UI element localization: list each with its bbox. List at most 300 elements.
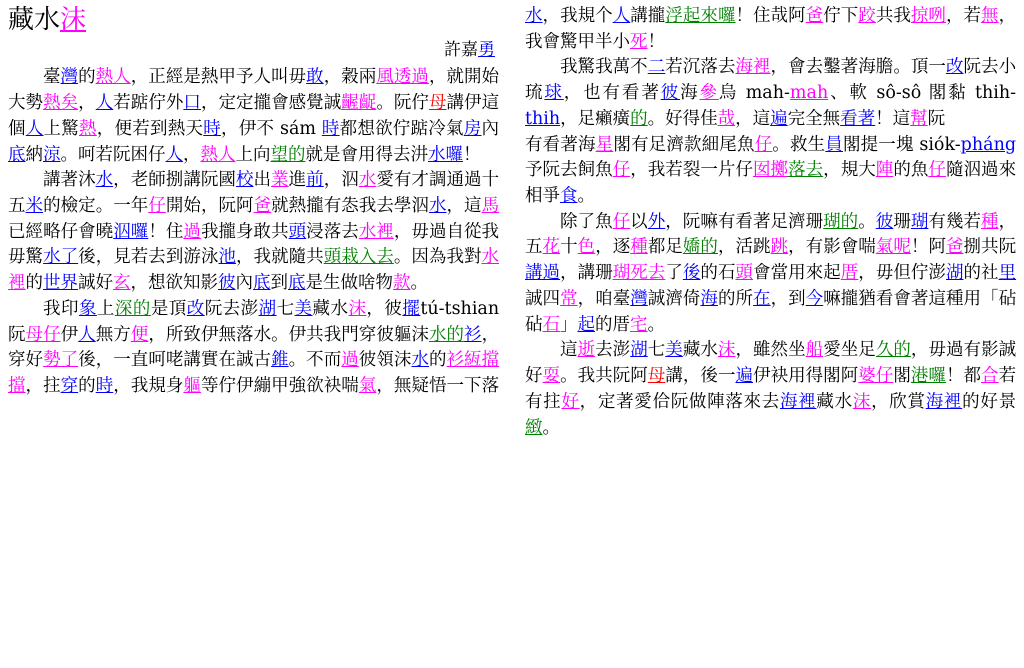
text-run: 。救生 bbox=[772, 134, 826, 155]
text-run: 是生做啥物 bbox=[305, 273, 393, 294]
annotated-token: 敢 bbox=[306, 67, 324, 88]
annotated-token: 瑚死去 bbox=[612, 263, 666, 284]
annotated-token: 風透過 bbox=[376, 67, 429, 88]
text-run: 佇下 bbox=[823, 6, 859, 26]
annotated-token: 花 bbox=[542, 237, 561, 258]
annotated-token: 底 bbox=[288, 273, 306, 294]
text-run: 軀沫 bbox=[393, 324, 429, 345]
text-run: 烏 mah- bbox=[718, 83, 790, 104]
annotated-token: 過 bbox=[341, 350, 359, 371]
annotated-token: 嬌的 bbox=[682, 237, 718, 258]
annotated-token: 湖 bbox=[945, 263, 964, 284]
annotated-token: 厝 bbox=[840, 263, 859, 284]
text-run: ，也有看著 bbox=[563, 83, 661, 104]
text-run: 內 bbox=[235, 273, 253, 294]
annotated-token: 婆仔 bbox=[858, 366, 894, 387]
annotated-token: 食 bbox=[560, 186, 578, 207]
annotated-token: mah bbox=[789, 83, 829, 104]
text-run: 上 bbox=[96, 298, 115, 319]
annotated-token: 水的 bbox=[428, 324, 465, 345]
text-run: ，我就隨共 bbox=[236, 247, 324, 268]
text-run: 。 bbox=[542, 417, 560, 438]
annotated-token: 的 bbox=[630, 108, 648, 129]
text-run: 的厝 bbox=[595, 314, 630, 335]
paragraph bbox=[8, 168, 499, 297]
text-run: 共我 bbox=[875, 6, 911, 26]
text-run: ，活跳 bbox=[717, 237, 771, 258]
annotated-token: 海裡 bbox=[925, 391, 963, 412]
annotated-token: 母 bbox=[428, 93, 447, 114]
annotated-token: 仔 bbox=[612, 160, 631, 181]
annotated-token: 仔 bbox=[928, 160, 946, 181]
annotated-token: 勢了 bbox=[43, 350, 79, 371]
annotated-token: 業 bbox=[271, 170, 289, 191]
annotated-token: 泅囉 bbox=[113, 221, 149, 242]
annotated-token: 灣 bbox=[630, 288, 648, 309]
annotated-token: 水裡 bbox=[358, 221, 394, 242]
paragraph bbox=[525, 55, 1016, 132]
annotated-token: 遍 bbox=[770, 108, 788, 129]
annotated-token: 美 bbox=[294, 298, 313, 319]
text-run: 。 bbox=[858, 211, 876, 232]
text-run: ， bbox=[78, 93, 96, 114]
annotated-token: pháng bbox=[960, 134, 1017, 155]
annotated-token: 常 bbox=[560, 288, 578, 309]
text-run: 的社 bbox=[963, 263, 999, 284]
text-run: 有看著海 bbox=[525, 134, 596, 155]
page-title bbox=[8, 4, 499, 37]
text-run: 臺 bbox=[43, 67, 61, 88]
text-run: ！ bbox=[463, 144, 481, 165]
annotated-token: 沫 bbox=[852, 391, 872, 412]
annotated-token: 囡擲 bbox=[753, 160, 789, 181]
text-run: ，我若裂一片仔 bbox=[630, 160, 753, 181]
annotated-token: 前 bbox=[306, 170, 324, 191]
annotated-token: 水 bbox=[358, 170, 377, 191]
annotated-token: 改 bbox=[945, 57, 964, 78]
text-run: 上驚 bbox=[43, 118, 79, 139]
text-run: ，穿好 bbox=[8, 324, 500, 371]
annotated-token: 軀 bbox=[183, 375, 201, 396]
text-run: ，正經是熱甲予人叫毋 bbox=[130, 67, 307, 88]
text-run: 予阮去飼魚 bbox=[525, 160, 613, 181]
text-run: 這 bbox=[560, 340, 578, 361]
annotated-token: 爸 bbox=[945, 237, 964, 258]
annotated-token: 合 bbox=[981, 366, 999, 387]
text-run: ，這 bbox=[446, 195, 482, 216]
annotated-token: 熱 bbox=[79, 118, 97, 139]
annotated-token: 氣呢 bbox=[875, 237, 911, 258]
text-run: ！阿 bbox=[910, 237, 946, 258]
text-run: 除了魚 bbox=[560, 211, 613, 232]
text-run: 的好景 bbox=[962, 391, 1017, 412]
annotated-token: 死 bbox=[630, 31, 648, 52]
text-run: ，穀兩 bbox=[323, 67, 377, 88]
annotated-token: 擺 bbox=[402, 298, 421, 319]
text-run: ，咱臺 bbox=[577, 288, 631, 309]
text-run: ，逐 bbox=[595, 237, 631, 258]
text-run: 伊 bbox=[60, 324, 79, 345]
annotated-token: 氣 bbox=[358, 375, 377, 396]
text-run: 會當用來起 bbox=[753, 263, 841, 284]
annotated-token: 頭 bbox=[288, 221, 307, 242]
text-run: ，我規身 bbox=[113, 375, 184, 396]
annotated-token: 彼 bbox=[660, 83, 681, 104]
annotated-token: 緻 bbox=[525, 417, 543, 438]
annotated-token: 熱人 bbox=[200, 144, 236, 165]
annotated-token: 無 bbox=[981, 6, 999, 26]
text-run: 已經略仔會曉 bbox=[8, 221, 114, 242]
annotated-token: 海 bbox=[700, 288, 718, 309]
annotated-token: 講過 bbox=[525, 263, 561, 284]
text-run: 。好得佳 bbox=[647, 108, 718, 129]
text-run: 浸落去 bbox=[306, 221, 359, 242]
annotated-token: 頭栽入去 bbox=[323, 247, 394, 268]
text-run: ！ bbox=[647, 31, 665, 52]
text-run: 誠濟倚 bbox=[647, 288, 701, 309]
text-run: 。 bbox=[410, 273, 428, 294]
annotated-token: 底 bbox=[8, 144, 26, 165]
annotated-token: 便 bbox=[130, 324, 149, 345]
text-run: ，毋但佇澎 bbox=[858, 263, 946, 284]
text-run: 納 bbox=[25, 144, 43, 165]
annotated-token: 深的 bbox=[114, 298, 151, 319]
author-name-head: 許嘉 bbox=[444, 40, 478, 61]
text-run: ，這 bbox=[735, 108, 771, 129]
text-run: 彼領沫 bbox=[358, 350, 412, 371]
annotated-token: 改 bbox=[186, 298, 205, 319]
text-run: ，欣賞 bbox=[871, 391, 926, 412]
paragraph bbox=[8, 65, 499, 168]
text-run: 講攏 bbox=[630, 6, 666, 26]
annotated-token: 水了 bbox=[43, 247, 79, 268]
annotated-token: 過 bbox=[183, 221, 201, 242]
text-run: 以 bbox=[630, 211, 648, 232]
annotated-token: 球 bbox=[544, 83, 564, 104]
text-run: ，會去鑿著海 bbox=[770, 57, 876, 78]
text-run: 講伊這個 bbox=[8, 93, 500, 139]
annotated-token: 湖 bbox=[258, 298, 277, 319]
text-run: 我印 bbox=[43, 298, 79, 319]
text-run: 藏水 bbox=[682, 340, 718, 361]
annotated-token: 遍 bbox=[735, 366, 754, 387]
annotated-token: 浮起來囉 bbox=[665, 6, 736, 26]
annotated-token: 米 bbox=[25, 195, 44, 216]
text-run: 。因為我對 bbox=[393, 247, 482, 268]
annotated-token: 瑚的 bbox=[823, 211, 859, 232]
annotated-token: 母仔 bbox=[25, 324, 61, 345]
text-run: 七 bbox=[647, 340, 666, 361]
annotated-token: 參 bbox=[699, 83, 719, 104]
annotated-token: 彼 bbox=[218, 273, 236, 294]
annotated-token: 人 bbox=[25, 118, 44, 139]
text-run: ，便若到熱天 bbox=[96, 118, 204, 139]
annotated-token: 美 bbox=[665, 340, 683, 361]
annotated-token: 爸 bbox=[253, 195, 272, 216]
text-run: 阮去澎 bbox=[204, 298, 259, 319]
annotated-token: 好 bbox=[561, 391, 580, 412]
annotated-token: 水 bbox=[411, 350, 429, 371]
text-run: 出 bbox=[253, 170, 272, 191]
text-run: 。 bbox=[647, 314, 665, 335]
annotated-token: 船 bbox=[805, 340, 824, 361]
text-run: 無方 bbox=[95, 324, 131, 345]
text-run: 。頂一 bbox=[893, 57, 946, 78]
text-run: 到 bbox=[270, 273, 288, 294]
text-run: ，足癩癀 bbox=[560, 108, 631, 129]
annotated-token: 人 bbox=[612, 6, 631, 26]
annotated-token: 時 bbox=[321, 118, 340, 139]
annotated-token: 耍 bbox=[542, 366, 561, 387]
annotated-token: 底 bbox=[253, 273, 271, 294]
text-run: 了 bbox=[665, 263, 683, 284]
annotated-token: 仔 bbox=[754, 134, 773, 155]
text-run: 。阮佇 bbox=[376, 93, 429, 114]
annotated-token: 水 bbox=[525, 6, 543, 26]
text-run: 閣提一塊 siók- bbox=[842, 134, 961, 155]
annotated-token: 象 bbox=[78, 298, 97, 319]
annotated-token: 口 bbox=[183, 93, 201, 114]
annotated-token: 港囉 bbox=[910, 366, 946, 387]
text-run: 捌共阮 bbox=[963, 237, 1017, 258]
annotated-token: 沫 bbox=[348, 298, 367, 319]
text-run: ，毋過自從我毋驚 bbox=[8, 221, 500, 268]
text-run: 誠好 bbox=[78, 273, 113, 294]
annotated-token: 人 bbox=[95, 93, 114, 114]
text-run: 阮去小琉 bbox=[525, 57, 1017, 104]
text-run: 。不而 bbox=[288, 350, 342, 371]
text-run: 海 bbox=[680, 83, 700, 104]
annotated-token: 灣 bbox=[60, 67, 79, 88]
text-run: 若有拄 bbox=[525, 366, 1017, 412]
text-run: ，拄 bbox=[25, 375, 61, 396]
text-run: 內 bbox=[481, 118, 500, 139]
text-run: ，無疑悟一下落 bbox=[376, 375, 500, 396]
annotated-token: 水 bbox=[95, 170, 114, 191]
annotated-token: 沫 bbox=[717, 340, 736, 361]
text-run: 。呵若阮困仔 bbox=[60, 144, 166, 165]
text-run: 就是會用得去汫 bbox=[305, 144, 428, 165]
annotated-token: 時 bbox=[203, 118, 221, 139]
text-run: 的 bbox=[78, 67, 96, 88]
text-run: 是頂 bbox=[150, 298, 187, 319]
annotated-token: 瑚 bbox=[910, 211, 929, 232]
text-run: ！這 bbox=[875, 108, 911, 129]
text-run: ！都 bbox=[945, 366, 982, 387]
text-run: 完全無 bbox=[787, 108, 841, 129]
text-run: 愛坐足 bbox=[823, 340, 876, 361]
annotated-token: 校 bbox=[235, 170, 254, 191]
text-run: 伊袂用得閣阿 bbox=[753, 366, 859, 387]
text-run: ，所致伊無落水。伊共我門穿彼 bbox=[148, 324, 394, 345]
text-run: 。我共阮阿 bbox=[560, 366, 648, 387]
annotated-token: 里 bbox=[998, 263, 1017, 284]
text-run: ，我會驚甲半小 bbox=[525, 6, 1017, 52]
annotated-token: 二 bbox=[647, 57, 666, 78]
two-column-body bbox=[8, 4, 1016, 664]
annotated-token: 久的 bbox=[875, 340, 911, 361]
text-run: 等佇伊繃甲強欲袂喘 bbox=[200, 375, 359, 396]
text-run: ，雖然坐 bbox=[735, 340, 806, 361]
annotated-token: 掠咧 bbox=[910, 6, 946, 26]
annotated-token: 星 bbox=[595, 134, 614, 155]
text-run: ，定定攏會感覺誠 bbox=[200, 93, 342, 114]
text-run: ，一直呵咾講實在誠古 bbox=[95, 350, 272, 371]
text-run: 愛有才調通過十五 bbox=[8, 170, 500, 216]
text-run: 開始，阮阿 bbox=[165, 195, 254, 216]
text-run: ，想欲知影 bbox=[130, 273, 218, 294]
annotated-token: 水 bbox=[428, 195, 447, 216]
author-name-tail: 勇 bbox=[478, 40, 495, 61]
text-run: 進 bbox=[288, 170, 307, 191]
annotated-token: 款 bbox=[393, 273, 411, 294]
text-run: 的魚 bbox=[893, 160, 929, 181]
annotated-token: 穿 bbox=[60, 375, 79, 396]
text-run: ，到 bbox=[770, 288, 806, 309]
annotated-token: 陣 bbox=[875, 160, 894, 181]
text-run: 的檢定。一年 bbox=[43, 195, 149, 216]
annotated-token: 跤 bbox=[858, 6, 876, 26]
text-run: ！住 bbox=[148, 221, 184, 242]
annotated-token: thih bbox=[525, 108, 561, 129]
annotated-token: 望的 bbox=[270, 144, 306, 165]
annotated-token: 幫 bbox=[910, 108, 928, 129]
title-tail: 沫 bbox=[60, 5, 87, 35]
text-run: 閣 bbox=[893, 366, 911, 387]
annotated-token: 水囉 bbox=[428, 144, 463, 165]
annotated-token: 錐 bbox=[271, 350, 289, 371]
text-run: ！住哉阿 bbox=[735, 6, 806, 26]
text-run: 嘛攏猶看會著這種用「砧砧 bbox=[525, 288, 1017, 335]
annotated-token: 哉 bbox=[717, 108, 736, 129]
annotated-token: 水裡 bbox=[8, 247, 500, 294]
text-run: 去澎 bbox=[595, 340, 631, 361]
annotated-token: 仔 bbox=[148, 195, 166, 216]
annotated-token: 齷齪 bbox=[341, 93, 377, 114]
annotated-token: 跳 bbox=[770, 237, 789, 258]
text-run: ，定著愛佮阮做陣落來去 bbox=[579, 391, 780, 412]
annotated-token: 世界 bbox=[43, 273, 78, 294]
annotated-token: 熱矣 bbox=[43, 93, 79, 114]
text-run: 都足 bbox=[647, 237, 683, 258]
text-run: 阮 bbox=[927, 108, 946, 129]
annotated-token: 馬 bbox=[481, 195, 500, 216]
text-run: ，彼 bbox=[366, 298, 403, 319]
text-run: ，有影會喘 bbox=[788, 237, 876, 258]
annotated-token: 時 bbox=[95, 375, 114, 396]
text-run: 有幾若 bbox=[928, 211, 982, 232]
text-run: tú-tshian 阮 bbox=[8, 298, 500, 345]
annotated-token: 色 bbox=[577, 237, 596, 258]
text-run: 後，見若去到游泳 bbox=[78, 247, 219, 268]
text-run: 的石 bbox=[700, 263, 736, 284]
annotated-token: 爸 bbox=[805, 6, 824, 26]
annotated-token: 看著 bbox=[840, 108, 876, 129]
text-run: 七 bbox=[276, 298, 295, 319]
text-run: ， bbox=[183, 144, 201, 165]
annotated-token: 種 bbox=[981, 211, 999, 232]
text-run: 的 bbox=[25, 273, 43, 294]
annotated-token: 湖 bbox=[630, 340, 648, 361]
annotated-token: 後 bbox=[682, 263, 701, 284]
annotated-token: 母 bbox=[647, 366, 666, 387]
text-run: 隨泅過來相爭 bbox=[525, 160, 1017, 207]
text-run: 講，後一 bbox=[665, 366, 736, 387]
annotated-token: 人 bbox=[165, 144, 183, 165]
text-run: 誠四 bbox=[525, 288, 561, 309]
annotated-token: 池 bbox=[218, 247, 236, 268]
text-run: ，規大 bbox=[823, 160, 876, 181]
author-byline bbox=[8, 39, 495, 61]
paragraph bbox=[525, 338, 1016, 441]
text-run: 就熱攏有怣我去學泅 bbox=[271, 195, 429, 216]
annotated-token: 海裡 bbox=[735, 57, 771, 78]
text-run: 的 bbox=[78, 375, 96, 396]
text-run: ，老師捌講阮國 bbox=[113, 170, 236, 191]
text-run: ，五 bbox=[525, 211, 1017, 258]
annotated-token: 涼 bbox=[43, 144, 61, 165]
text-run: 的 bbox=[428, 350, 447, 371]
text-run: ，就開始大勢 bbox=[8, 67, 500, 114]
annotated-token: 逝 bbox=[577, 340, 596, 361]
article-body bbox=[8, 4, 1016, 441]
text-run: 」 bbox=[560, 314, 578, 335]
annotated-token: 石 bbox=[542, 314, 560, 335]
annotated-token: 人 bbox=[78, 324, 96, 345]
annotated-token: 熱人 bbox=[95, 67, 131, 88]
text-run: ，毋過有影誠好 bbox=[525, 340, 1017, 387]
text-run: 都想欲佇踮冷氣 bbox=[339, 118, 464, 139]
text-run: 的所 bbox=[717, 288, 754, 309]
annotated-token: 宅 bbox=[630, 314, 648, 335]
text-run: 膽 bbox=[875, 57, 894, 78]
text-run: 珊 bbox=[893, 211, 911, 232]
text-run: ，講珊 bbox=[560, 263, 613, 284]
annotated-token: 起 bbox=[577, 314, 595, 335]
text-run: 十 bbox=[560, 237, 578, 258]
annotated-token: 頭 bbox=[735, 263, 754, 284]
annotated-token: 種 bbox=[630, 237, 648, 258]
text-run: ，若 bbox=[945, 6, 982, 26]
text-run: 。 bbox=[577, 186, 595, 207]
annotated-token: 外 bbox=[647, 211, 666, 232]
text-run: ，伊不 sám bbox=[220, 118, 322, 139]
paragraph bbox=[525, 133, 1016, 210]
annotated-token: 海裡 bbox=[779, 391, 817, 412]
text-run: ，泅 bbox=[323, 170, 359, 191]
text-run: 講著沐 bbox=[43, 170, 96, 191]
annotated-token: 玄 bbox=[113, 273, 131, 294]
text-run: 上向 bbox=[235, 144, 271, 165]
annotated-token: 在 bbox=[753, 288, 771, 309]
text-run: 若沉落去 bbox=[665, 57, 736, 78]
text-run: 閣有足濟款細尾魚 bbox=[613, 134, 755, 155]
paragraph bbox=[525, 210, 1016, 339]
annotated-token: 衫絚擋擋 bbox=[8, 350, 500, 396]
text-run: 藏水 bbox=[312, 298, 349, 319]
text-run: 藏水 bbox=[816, 391, 853, 412]
text-run: 若踮佇外 bbox=[113, 93, 184, 114]
text-run: ，我規个 bbox=[542, 6, 613, 26]
annotated-token: 衫 bbox=[464, 324, 482, 345]
annotated-token: 員 bbox=[825, 134, 843, 155]
annotated-token: 房 bbox=[463, 118, 482, 139]
annotated-token: 彼 bbox=[875, 211, 894, 232]
text-run: 我攏身敢共 bbox=[200, 221, 289, 242]
text-run: 、軟 sô-sô 閣黏 thih- bbox=[828, 83, 1017, 104]
text-run: 後 bbox=[78, 350, 96, 371]
text-run: 我驚我萬不 bbox=[560, 57, 648, 78]
